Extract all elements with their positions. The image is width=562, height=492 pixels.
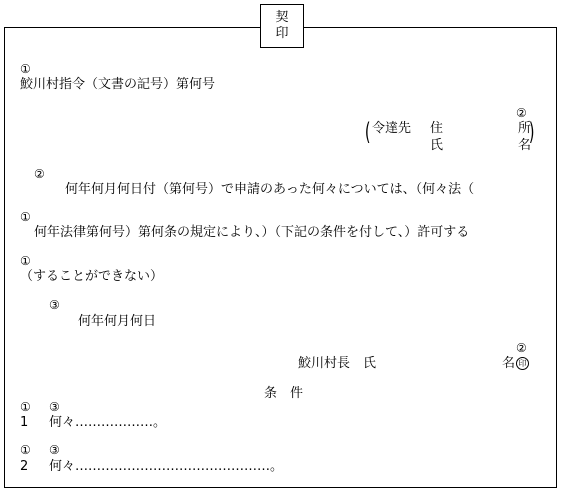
address-label-end: 所 bbox=[518, 121, 532, 136]
mark-circle-1: ① bbox=[20, 62, 31, 76]
condition-number: 2 bbox=[20, 459, 29, 474]
mark-circle-3: ③ bbox=[49, 298, 60, 312]
right-paren: ) bbox=[528, 118, 535, 146]
condition-text: 何々………………。 bbox=[49, 415, 167, 430]
mark-circle-1: ① bbox=[20, 400, 31, 414]
seal-box bbox=[260, 4, 304, 48]
condition-text: 何々………………………………………。 bbox=[49, 459, 284, 474]
issuer-title: 鮫川村長 氏 bbox=[298, 356, 377, 371]
mark-circle-3: ③ bbox=[49, 443, 60, 457]
mark-circle-2: ② bbox=[516, 341, 527, 355]
address-label: 住 bbox=[430, 121, 444, 136]
name-label-end: 名 bbox=[518, 138, 532, 153]
left-paren: ( bbox=[364, 118, 371, 146]
mark-circle-2: ② bbox=[34, 167, 45, 181]
body-line-1: 何年何月何日付（第何号）で申請のあった何々については、（何々法（ bbox=[65, 182, 475, 197]
body-line-3: （することができない） bbox=[20, 269, 164, 284]
seal-stamp-icon: 印 bbox=[516, 357, 529, 370]
mark-circle-1: ① bbox=[20, 210, 31, 224]
addressee-label: 令達先 bbox=[372, 121, 412, 136]
issue-date: 何年何月何日 bbox=[78, 314, 157, 329]
issuer-name-char: 名 bbox=[502, 356, 516, 371]
mark-circle-3: ③ bbox=[49, 400, 60, 414]
document-number: 鮫川村指令（文書の記号）第何号 bbox=[20, 77, 216, 92]
conditions-heading: 条 件 bbox=[264, 386, 304, 401]
mark-circle-1: ① bbox=[20, 254, 31, 268]
issuer-name-seal bbox=[502, 357, 529, 370]
name-label: 氏 bbox=[430, 138, 444, 153]
mark-circle-2: ② bbox=[516, 106, 527, 120]
seal-char-1: 契 bbox=[275, 10, 289, 25]
condition-number: 1 bbox=[20, 415, 29, 430]
mark-circle-1: ① bbox=[20, 443, 31, 457]
seal-char-2: 印 bbox=[275, 26, 289, 41]
body-line-2: 何年法律第何号）第何条の規定により、）（下記の条件を付して、）許可する bbox=[34, 225, 470, 240]
